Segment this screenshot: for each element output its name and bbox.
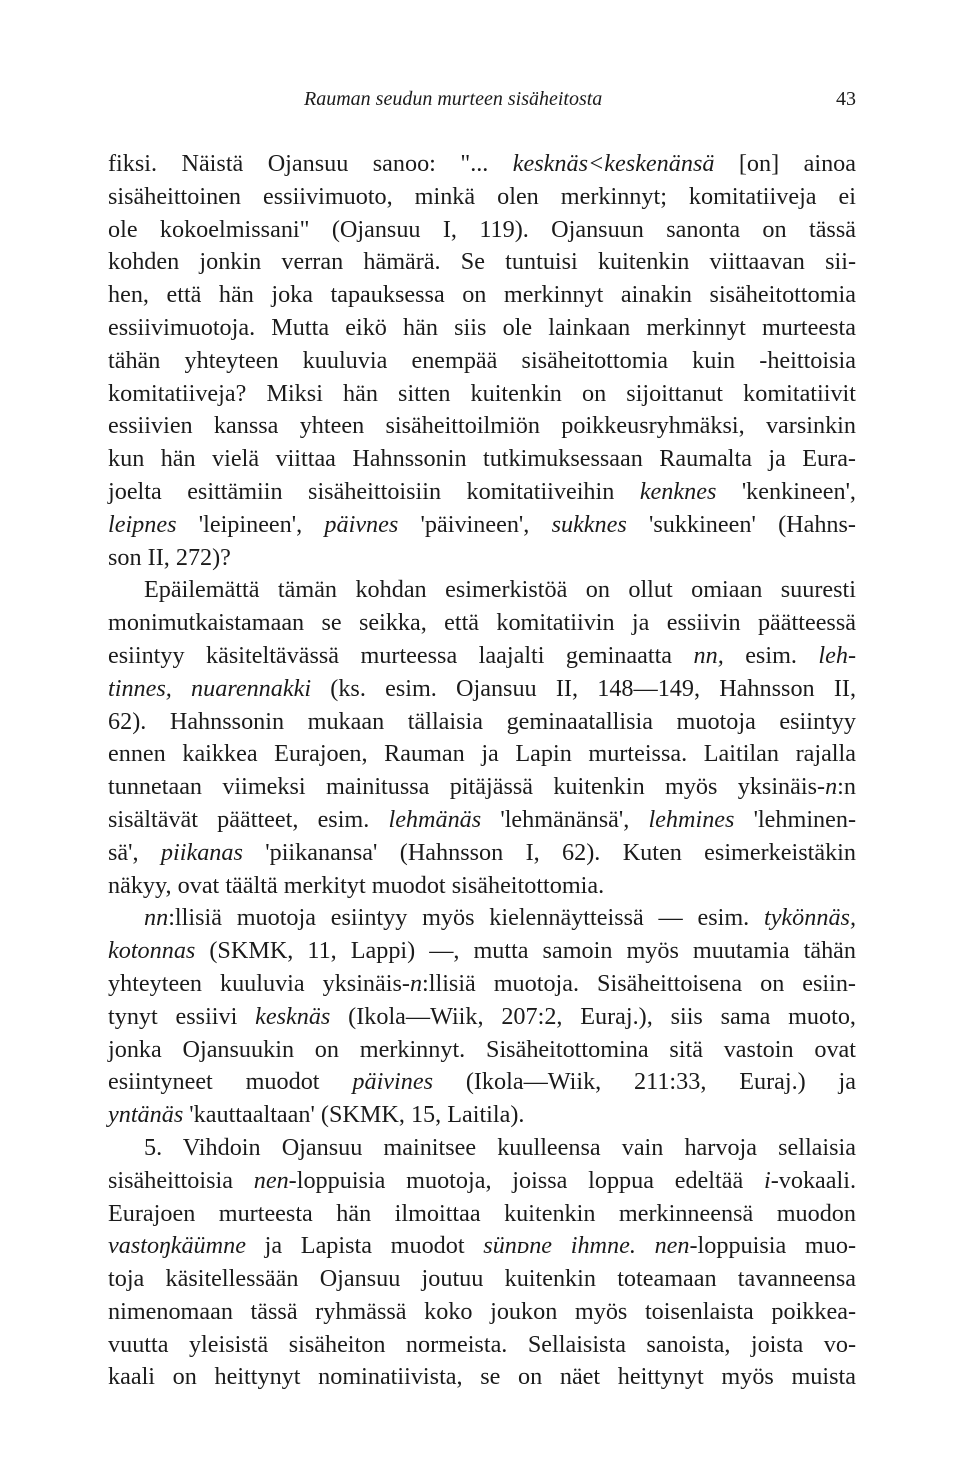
text-line — [108, 214, 856, 247]
text-line — [108, 410, 856, 443]
text-line — [108, 279, 856, 312]
text-run: 'päivineen', — [398, 510, 552, 538]
text-run: sisältävät päätteet, esim. — [108, 805, 389, 833]
italic-text: kesknäs<keskenänsä — [512, 150, 715, 177]
text-run: essiivien kanssa yhteen sisäheittoilmiön poikkeusryhmäksi, varsinkin — [108, 412, 856, 440]
text-line — [108, 574, 856, 607]
text-line — [108, 902, 856, 935]
text-run: esim. — [723, 641, 819, 669]
running-head — [108, 88, 856, 118]
text-line — [108, 345, 856, 378]
italic-text: yntänäs — [108, 1101, 184, 1129]
running-title: Rauman seudun murteen sisäheitosta — [304, 88, 603, 110]
text-run: kohden jonkin verran hämärä. Se tuntuisi kuitenkin viittaavan sii- — [108, 248, 856, 276]
italic-text: n — [825, 773, 838, 801]
text-run: :llisiä muotoja esiintyy myös kielennäytteissä — esim. — [168, 904, 764, 932]
text-run: kun hän vielä viittaa Hahnssonin tutkimuksessaan Raumalta ja Eura- — [108, 445, 856, 473]
text-run: komitatiiveja? Miksi hän sitten kuitenkin on sijoittanut komitatiivit — [108, 379, 856, 407]
text-line — [108, 542, 856, 575]
text-line — [108, 837, 856, 870]
text-run: tynyt essiivi — [108, 1002, 256, 1030]
text-run: 'piikanansa' (Hahnsson I, 62). Kuten esimerkeistäkin — [242, 838, 856, 866]
text-line — [108, 509, 856, 542]
text-line — [108, 870, 856, 903]
italic-text: kenknes — [639, 477, 717, 505]
text-run: joelta esittämiin sisäheittoisiin komitatiiveihin — [108, 477, 640, 505]
italic-text: sünᴅne ihmne. nen — [483, 1232, 690, 1260]
text-run: -loppuisia muo- — [689, 1232, 856, 1260]
text-line — [108, 1099, 856, 1132]
text-run: kaali on heittynyt nominatiivista, se on näet heittynyt myös muista — [108, 1363, 856, 1391]
text-run: Eurajoen murteesta hän ilmoittaa kuitenkin merkinneensä muodon — [108, 1199, 856, 1227]
text-line — [108, 1132, 856, 1165]
text-run: (Ikola—Wiik, 207:2, Euraj.), siis sama muoto, — [330, 1002, 856, 1030]
italic-text: n — [409, 969, 423, 997]
text-line — [108, 246, 856, 279]
text-run: tunnetaan viimeksi mainitussa pitäjässä kuitenkin myös yksinäis- — [108, 773, 826, 801]
text-line — [108, 1296, 856, 1329]
italic-text: tinnes, nuarennakki — [108, 674, 312, 702]
text-run: (Ikola—Wiik, 211:33, Euraj.) ja — [432, 1068, 856, 1096]
text-run: 'leipineen', — [176, 510, 325, 538]
text-run: esiintyy käsiteltävässä murteessa laajalti geminaatta — [108, 641, 694, 669]
text-line — [108, 1263, 856, 1296]
text-run: ennen kaikkea Eurajoen, Rauman ja Lapin murteissa. Laitilan rajalla — [108, 740, 856, 768]
italic-text: kesknäs — [255, 1002, 331, 1030]
text-line — [108, 378, 856, 411]
text-line — [108, 607, 856, 640]
italic-text: päivines — [352, 1068, 433, 1096]
text-line — [108, 1329, 856, 1362]
text-run: hen, että hän joka tapauksessa on merkinnyt ainakin sisäheitottomia — [108, 281, 856, 309]
text-run: 'sukkineen' (Hahns- — [626, 510, 856, 538]
text-run: yhteyteen kuuluvia yksinäis- — [108, 969, 410, 997]
text-line — [108, 804, 856, 837]
italic-text: sukknes — [551, 510, 627, 538]
text-line — [108, 1361, 856, 1394]
italic-text: lehmänäs — [388, 805, 482, 833]
text-run: 'lehmänänsä', — [481, 805, 649, 833]
text-run: 62). Hahnssonin mukaan tällaisia geminaatallisia muotoja esiintyy — [108, 707, 856, 735]
text-line — [108, 1165, 856, 1198]
text-line — [108, 771, 856, 804]
italic-text: lehmines — [648, 805, 735, 833]
text-line — [108, 706, 856, 739]
text-line — [108, 443, 856, 476]
text-run: monimutkaistamaan se seikka, että komitatiivin ja essiivin päätteessä — [108, 609, 856, 637]
italic-text: kotonnas — [108, 937, 196, 965]
text-run: sä', — [108, 838, 161, 866]
text-line — [108, 476, 856, 509]
book-page — [108, 0, 856, 1480]
italic-text: nen — [253, 1166, 289, 1194]
italic-text: leh- — [818, 641, 856, 669]
text-run: sisäheittoinen essiivimuoto, minkä olen merkinnyt; komitatiiveja ei — [108, 182, 856, 210]
text-run: essiivimuotoja. Mutta eikö hän siis ole lainkaan merkinnyt murteesta — [108, 313, 856, 341]
text-run: fiksi. Näistä Ojansuu sanoo: "... — [108, 150, 513, 177]
text-line — [108, 1230, 856, 1263]
text-run: nimenomaan tässä ryhmässä koko joukon myös toisenlaista poikkea- — [108, 1297, 856, 1325]
italic-text: päivnes — [324, 510, 399, 538]
text-line — [108, 1198, 856, 1231]
text-line — [108, 738, 856, 771]
text-line — [108, 935, 856, 968]
text-run: näkyy, ovat täältä merkityt muodot sisäheitottomia. — [108, 871, 605, 899]
italic-text: i — [763, 1166, 771, 1194]
text-run: (SKMK, 11, Lappi) —, mutta samoin myös muutamia tähän — [195, 937, 856, 965]
text-line — [108, 1034, 856, 1067]
text-line — [108, 673, 856, 706]
text-run: 5. Vihdoin Ojansuu mainitsee kuulleensa vain harvoja sellaisia — [144, 1133, 856, 1161]
text-run: 'kauttaaltaan' (SKMK, 15, Laitila). — [183, 1101, 525, 1129]
text-line — [108, 181, 856, 214]
italic-text: leipnes — [108, 510, 177, 538]
italic-text: nn, — [693, 641, 724, 669]
text-run: esiintyneet muodot — [108, 1068, 353, 1096]
text-run: [on] ainoa — [714, 150, 856, 177]
italic-text: piikanas — [160, 838, 243, 866]
text-line — [108, 968, 856, 1001]
text-line — [108, 1066, 856, 1099]
text-run: -loppuisia muotoja, joissa loppua edeltää — [288, 1166, 764, 1194]
text-line — [108, 640, 856, 673]
italic-text: vastoŋkäümne — [108, 1232, 246, 1260]
text-run: son II, 272)? — [108, 543, 231, 571]
text-run: sisäheittoisia — [108, 1166, 254, 1194]
text-run: 'lehminen- — [734, 805, 857, 833]
text-run: ja Lapista muodot — [245, 1232, 484, 1260]
text-run: -vokaali. — [770, 1166, 857, 1194]
text-run: ole kokoelmissani" (Ojansuu I, 119). Ojansuun sanonta on tässä — [108, 215, 856, 243]
italic-text: tykönnäs, — [763, 904, 856, 932]
page-number: 43 — [836, 88, 856, 110]
text-run: (ks. esim. Ojansuu II, 148—149, Hahnsson II, — [311, 674, 857, 702]
text-line — [108, 312, 856, 345]
text-line — [108, 148, 856, 181]
text-run: tähän yhteyteen kuuluvia enempää sisäheitottomia kuin -heittoisia — [108, 346, 856, 374]
text-run: :llisiä muotoja. Sisäheittoisena on esiin- — [422, 969, 856, 997]
text-run: :n — [837, 773, 856, 801]
text-run: jonka Ojansuukin on merkinnyt. Sisäheitottomina sitä vastoin ovat — [108, 1035, 856, 1063]
text-run: vuutta yleisistä sisäheiton normeista. Sellaisista sanoista, joista vo- — [108, 1330, 856, 1358]
text-run: Epäilemättä tämän kohdan esimerkistöä on ollut omiaan suuresti — [144, 576, 856, 604]
italic-text: nn — [144, 904, 169, 932]
text-line — [108, 1001, 856, 1034]
text-run: toja käsitellessään Ojansuu joutuu kuitenkin toteamaan tavanneensa — [108, 1265, 856, 1293]
text-run: 'kenkineen', — [716, 477, 856, 505]
body-text — [108, 148, 856, 1394]
